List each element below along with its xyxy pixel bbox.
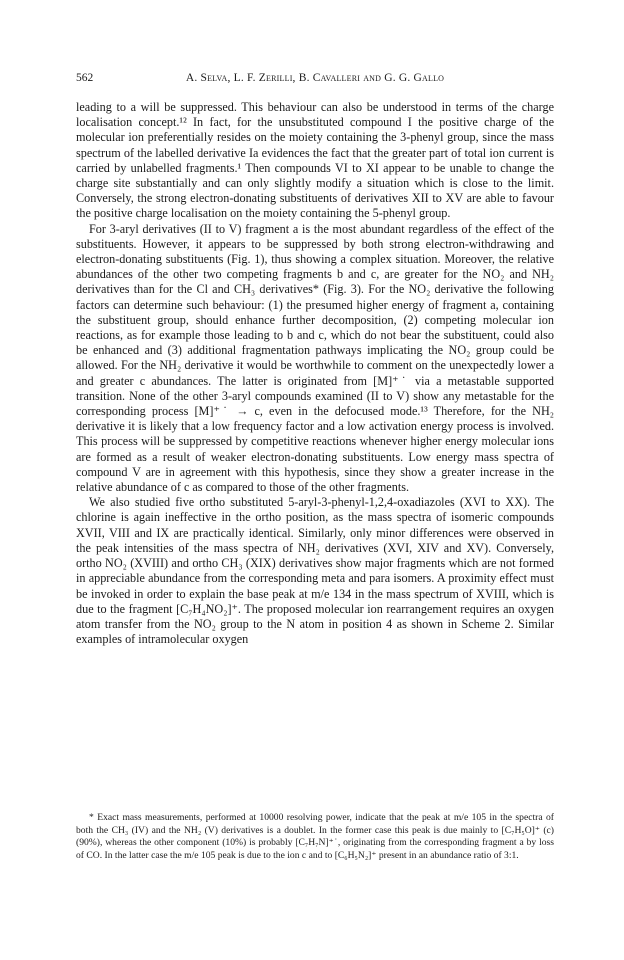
body-text <box>76 100 554 647</box>
footnote <box>76 812 554 862</box>
footnote-text: * Exact mass measurements, performed at 10000 resolving power, indicate that the peak at m/e 105 in the spectra of both the CH₃ (IV) and the NH₂ (V) derivatives is a doublet. In the former case this peak is due mainly to [C₇H₅O]⁺ (c) (90%), whereas the other component (10%) is probably [C₇H₇N]⁺˙, originating from the corresponding fragment a by loss of CO. In the latter case the m/e 105 peak is due to the ion c and to [C₆H₅N₂]⁺ present in an abundance ratio of 3:1. <box>76 812 554 861</box>
page-header <box>76 72 554 88</box>
running-head: A. Selva, L. F. Zerilli, B. Cavalleri and G. G. Gallo <box>185 72 445 84</box>
paragraph: leading to a will be suppressed. This behaviour can also be understood in terms of the charge localisation concept.¹² In fact, for the unsubstituted compound I the positive charge of the molecular ion preferentially resides on the moiety containing the 3-phenyl group, since the mass spectrum of the labelled derivative Ia evidences the fact that the greater part of total ion current is carried by unlabelled fragments.¹ Then compounds VI to XI appear to be unable to change the charge site substantially and can only slightly modify a situation which is close to the limit. Conversely, the strong electron-donating substituents of derivatives XII to XV are able to favour the positive charge localisation on the moiety containing the 5-phenyl group. <box>76 100 554 221</box>
page-number: 562 <box>76 72 94 84</box>
paragraph: We also studied five ortho substituted 5-aryl-3-phenyl-1,2,4-oxadiazoles (XVI to XX). The chlorine is again ineffective in the ortho position, as the mass spectra of isomeric compounds XVII, VIII and IX are practically identical. Similarly, only minor differences were observed in the peak intensities of the mass spectra of NH₂ derivatives (XVI, XIV and XV). Conversely, ortho NO₂ (XVIII) and ortho CH₃ (XIX) derivatives show major fragments which are not formed in appreciable abundance from the corresponding meta and para isomers. A proximity effect must be invoked in order to explain the base peak at m/e 134 in the mass spectrum of XVIII, which is due to the fragment [C₇H₄NO₂]⁺. The proposed molecular ion rearrangement requires an oxygen atom transfer from the NO₂ group to the N atom in position 4 as shown in Scheme 2. Similar examples of intramolecular oxygen <box>76 495 554 647</box>
paragraph: For 3-aryl derivatives (II to V) fragment a is the most abundant regardless of the effect of the substituents. However, it appears to be suppressed by both strong electron-withdrawing and electron-donating substituents (Fig. 1), thus showing a complex situation. Moreover, the relative abundances of the other two competing fragments b and c, are greater for the NO₂ and NH₂ derivatives than for the Cl and CH₃ derivatives* (Fig. 3). For the NO₂ derivative the following factors can determine such behaviour: (1) the presumed higher energy of fragment a, containing the substituent group, should enhance further decomposition, (2) competing molecular ion reactions, as for example those leading to b and c, which do not bear the substituent, could also be enhanced and (3) additional fragmentation pathways implicating the NO₂ group could be allowed. For the NH₂ derivative it would be worthwhile to comment on the unexpectedly lower a and greater c abundances. The latter is originated from [M]⁺˙ via a metastable supported transition. None of the other 3-aryl compounds examined (II to V) show any metastable for the corresponding process [M]⁺˙ → c, even in the defocused mode.¹³ Therefore, for the NH₂ derivative it is likely that a low frequency factor and a low activation energy process is involved. This process will be suppressed by competitive reactions whenever higher energy molecular ions are formed as a result of weaker electron-donating substituents. Low energy mass spectra of compound V are in agreement with this hypothesis, since they show a greater increase in the relative abundance of c as compared to those of the other fragments. <box>76 221 554 495</box>
